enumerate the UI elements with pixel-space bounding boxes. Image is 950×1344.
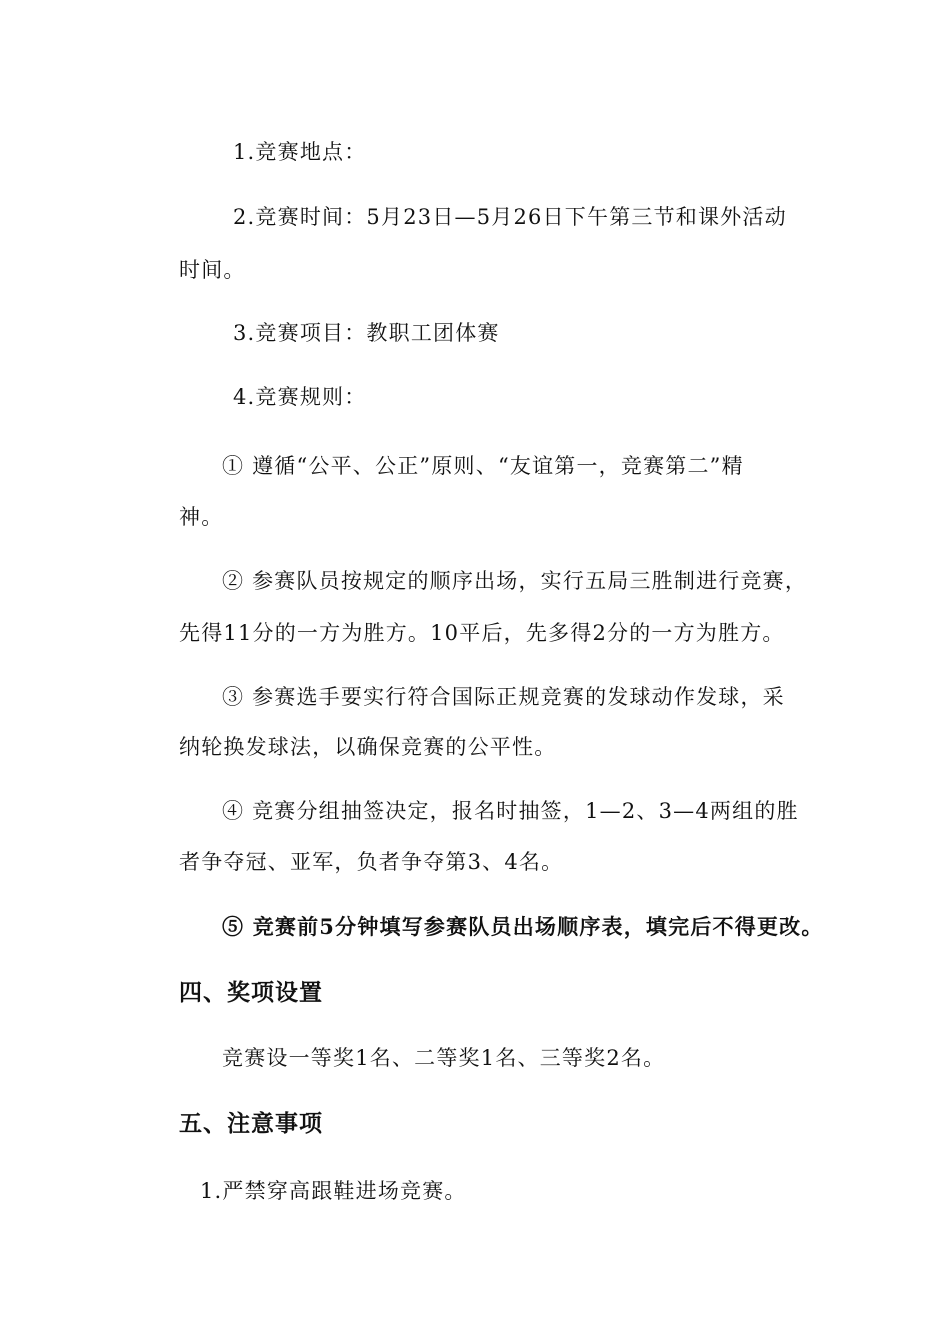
item-project: 3.竞赛项目：教职工团体赛 xyxy=(233,321,500,345)
rule-3-line2: 纳轮换发球法，以确保竞赛的公平性。 xyxy=(179,735,557,759)
rule-2-line1: ② 参赛队员按规定的顺序出场，实行五局三胜制进行竞赛， xyxy=(222,569,808,593)
rule-4-line1: ④ 竞赛分组抽签决定，报名时抽签，1—2、3—4两组的胜 xyxy=(222,799,799,823)
item-location: 1.竞赛地点： xyxy=(233,140,367,164)
item-time-line2: 时间。 xyxy=(179,258,246,282)
rule-3-line1: ③ 参赛选手要实行符合国际正规竞赛的发球动作发球，采 xyxy=(222,685,785,709)
item-rules: 4.竞赛规则： xyxy=(233,385,367,409)
rule-2-line2: 先得11分的一方为胜方。10平后，先多得2分的一方为胜方。 xyxy=(179,621,785,645)
section-5-heading: 五、注意事项 xyxy=(179,1111,323,1137)
rule-1-line2: 神。 xyxy=(179,505,224,529)
rule-4-line2: 者争夺冠、亚军，负者争夺第3、4名。 xyxy=(179,850,564,874)
section-4-text: 竞赛设一等奖1名、二等奖1名、三等奖2名。 xyxy=(222,1046,666,1070)
item-time-line1: 2.竞赛时间：5月23日—5月26日下午第三节和课外活动 xyxy=(233,205,787,229)
section-4-heading: 四、奖项设置 xyxy=(179,980,323,1006)
rule-1-line1: ① 遵循“公平、公正”原则、“友谊第一，竞赛第二”精 xyxy=(222,454,744,478)
section-5-item1: 1.严禁穿高跟鞋进场竞赛。 xyxy=(200,1179,467,1203)
rule-5: ⑤ 竞赛前5分钟填写参赛队员出场顺序表，填完后不得更改。 xyxy=(222,914,824,939)
